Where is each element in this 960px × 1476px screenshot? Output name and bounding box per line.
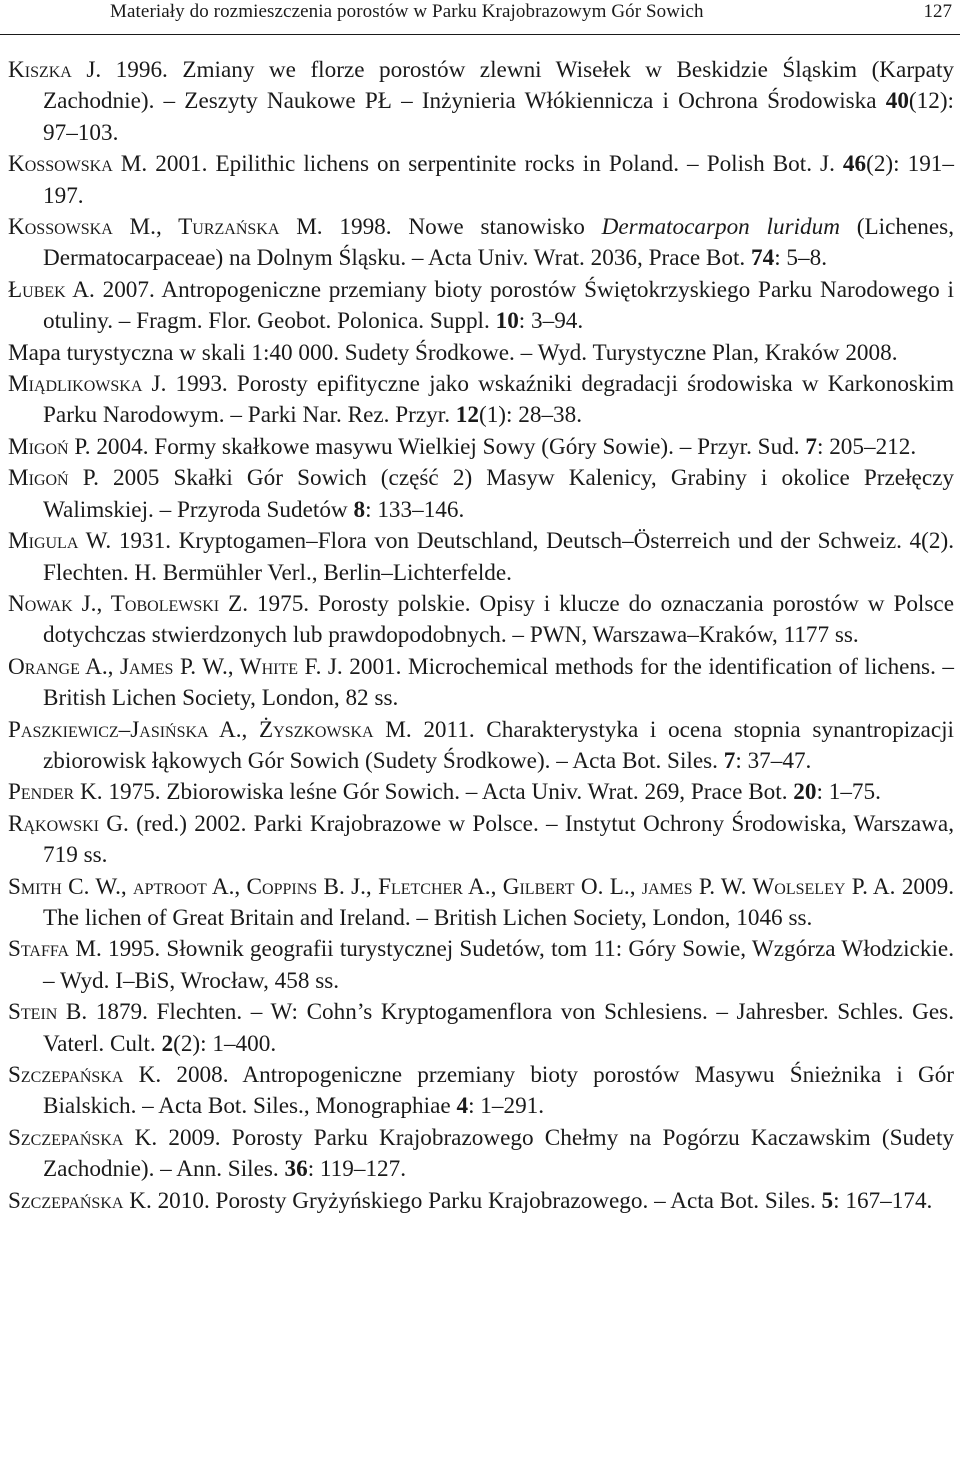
- reference-item: Rąkowski G. (red.) 2002. Parki Krajobrazowe w Polsce. – Instytut Ochrony Środowiska, Warszawa, 719 ss.: [8, 810, 954, 869]
- running-header: [0, 0, 960, 35]
- reference-authors: Migoń P.: [8, 465, 99, 492]
- reference-item: Migoń P. 2005 Skałki Gór Sowich (część 2) Masyw Kalenicy, Grabiny i okolice Przełęczy Walimskiej. – Przyroda Sudetów 8: 133–146.: [8, 465, 955, 523]
- reference-authors: Szczepańska K.: [8, 1187, 152, 1214]
- reference-item: Kossowska M., Turzańska M. 1998. Nowe stanowisko Dermatocarpon luridum (Lichenes, Dermatocarpaceae) na Dolnym Śląsku. – Acta Univ. Wrat. 2036, Prace Bot. 74: 5–8.: [8, 214, 954, 272]
- reference-authors: Nowak J., Tobolewski Z.: [8, 590, 249, 617]
- reference-list: [8, 55, 954, 1217]
- reference-authors: Kossowska M.: [8, 151, 148, 178]
- reference-item: Smith C. W., aptroot A., Coppins B. J., Fletcher A., Gilbert O. L., james P. W. Wolseley P. A. 2009. The lichen of Great Britain and Ireland. – British Lichen Society, London, 1046 ss.: [8, 873, 955, 931]
- reference-authors: Szczepańska K.: [8, 1062, 162, 1088]
- reference-item: Miądlikowska J. 1993. Porosty epifityczne jako wskaźniki degradacji środowiska w Karkonoskim Parku Narodowym. – Parki Nar. Rez. Przyr. 12(1): 28–38.: [8, 371, 955, 429]
- reference-item: Stein B. 1879. Flechten. – W: Cohn’s Kryptogamenflora von Schlesiens. – Jahresber. Schles. Ges. Vaterl. Cult. 2(2): 1–400.: [8, 999, 954, 1057]
- reference-item: Pender K. 1975. Zbiorowiska leśne Gór Sowich. – Acta Univ. Wrat. 269, Prace Bot. 20: 1–75.: [8, 779, 881, 806]
- reference-item: Mapa turystyczna w skali 1:40 000. Sudety Środkowe. – Wyd. Turystyczne Plan, Kraków 2008.: [8, 339, 898, 366]
- reference-authors: Kossowska M., Turzańska M.: [8, 214, 323, 241]
- reference-authors: Rąkowski G.: [8, 810, 129, 837]
- running-title: Materiały do rozmieszczenia porostów w Parku Krajobrazowym Gór Sowich: [110, 1, 704, 22]
- reference-authors: Migoń P.: [8, 433, 91, 460]
- reference-item: Łubek A. 2007. Antropogeniczne przemiany bioty porostów Świętokrzyskiego Parku Narodowego i otuliny. – Fragm. Flor. Geobot. Polonica. Suppl. 10: 3–94.: [8, 276, 954, 335]
- reference-authors: Paszkiewicz–Jasińska A., Żyszkowska M.: [8, 716, 412, 743]
- reference-authors: Kiszka J.: [8, 57, 102, 83]
- reference-authors: Szczepańska K.: [8, 1124, 158, 1151]
- reference-authors: Miądlikowska J.: [8, 371, 167, 398]
- reference-item: Migula W. 1931. Kryptogamen–Flora von Deutschland, Deutsch–Österreich und der Schweiz. 4(2). Flechten. H. Bermühler Verl., Berlin–Lichterfelde.: [8, 528, 954, 586]
- reference-authors: Orange A., James P. W., White F. J.: [8, 653, 343, 680]
- reference-item: Szczepańska K. 2009. Porosty Parku Krajobrazowego Chełmy na Pogórzu Kaczawskim (Sudety Zachodnie). – Ann. Siles. 36: 119–127.: [8, 1124, 954, 1183]
- reference-authors: Pender K.: [8, 779, 103, 806]
- reference-item: Szczepańska K. 2010. Porosty Gryżyńskiego Parku Krajobrazowego. – Acta Bot. Siles. 5: 167–174.: [8, 1187, 933, 1214]
- reference-item: Kossowska M. 2001. Epilithic lichens on serpentinite rocks in Poland. – Polish Bot. J. 46(2): 191–197.: [8, 151, 954, 209]
- reference-item: Paszkiewicz–Jasińska A., Żyszkowska M. 2011. Charakterystyka i ocena stopnia synantropizacji zbiorowisk łąkowych Gór Sowich (Sudety Środkowe). – Acta Bot. Siles. 7: 37–47.: [8, 716, 954, 774]
- page-number: 127: [923, 1, 952, 22]
- reference-item: Staffa M. 1995. Słownik geografii turystycznej Sudetów, tom 11: Góry Sowie, Wzgórza Włodzickie. – Wyd. I–BiS, Wrocław, 458 ss.: [8, 936, 954, 994]
- reference-authors: Staffa M.: [8, 936, 102, 963]
- reference-item: Orange A., James P. W., White F. J. 2001. Microchemical methods for the identification of lichens. – British Lichen Society, London, 82 ss.: [8, 653, 954, 712]
- reference-item: Migoń P. 2004. Formy skałkowe masywu Wielkiej Sowy (Góry Sowie). – Przyr. Sud. 7: 205–212.: [8, 433, 917, 460]
- reference-authors: Smith C. W., aptroot A., Coppins B. J., Fletcher A., Gilbert O. L., james P. W. Wolseley P. A.: [8, 873, 896, 900]
- reference-authors: Stein B.: [8, 999, 88, 1026]
- reference-authors: Migula W.: [8, 528, 112, 555]
- reference-item: Nowak J., Tobolewski Z. 1975. Porosty polskie. Opisy i klucze do oznaczania porostów w Polsce dotychczas stwierdzonych lub prawdopodobnych. – PWN, Warszawa–Kraków, 1177 ss.: [8, 590, 954, 649]
- reference-authors: Łubek A.: [8, 276, 95, 303]
- reference-item: Kiszka J. 1996. Zmiany we florze porostów zlewni Wisełek w Beskidzie Śląskim (Karpaty Zachodnie). – Zeszyty Naukowe PŁ – Inżynieria Włókiennicza i Ochrona Środowiska 40(12): 97–103.: [8, 57, 954, 146]
- reference-item: Szczepańska K. 2008. Antropogeniczne przemiany bioty porostów Masywu Śnieżnika i Gór Bialskich. – Acta Bot. Siles., Monographiae 4: 1–291.: [8, 1062, 955, 1120]
